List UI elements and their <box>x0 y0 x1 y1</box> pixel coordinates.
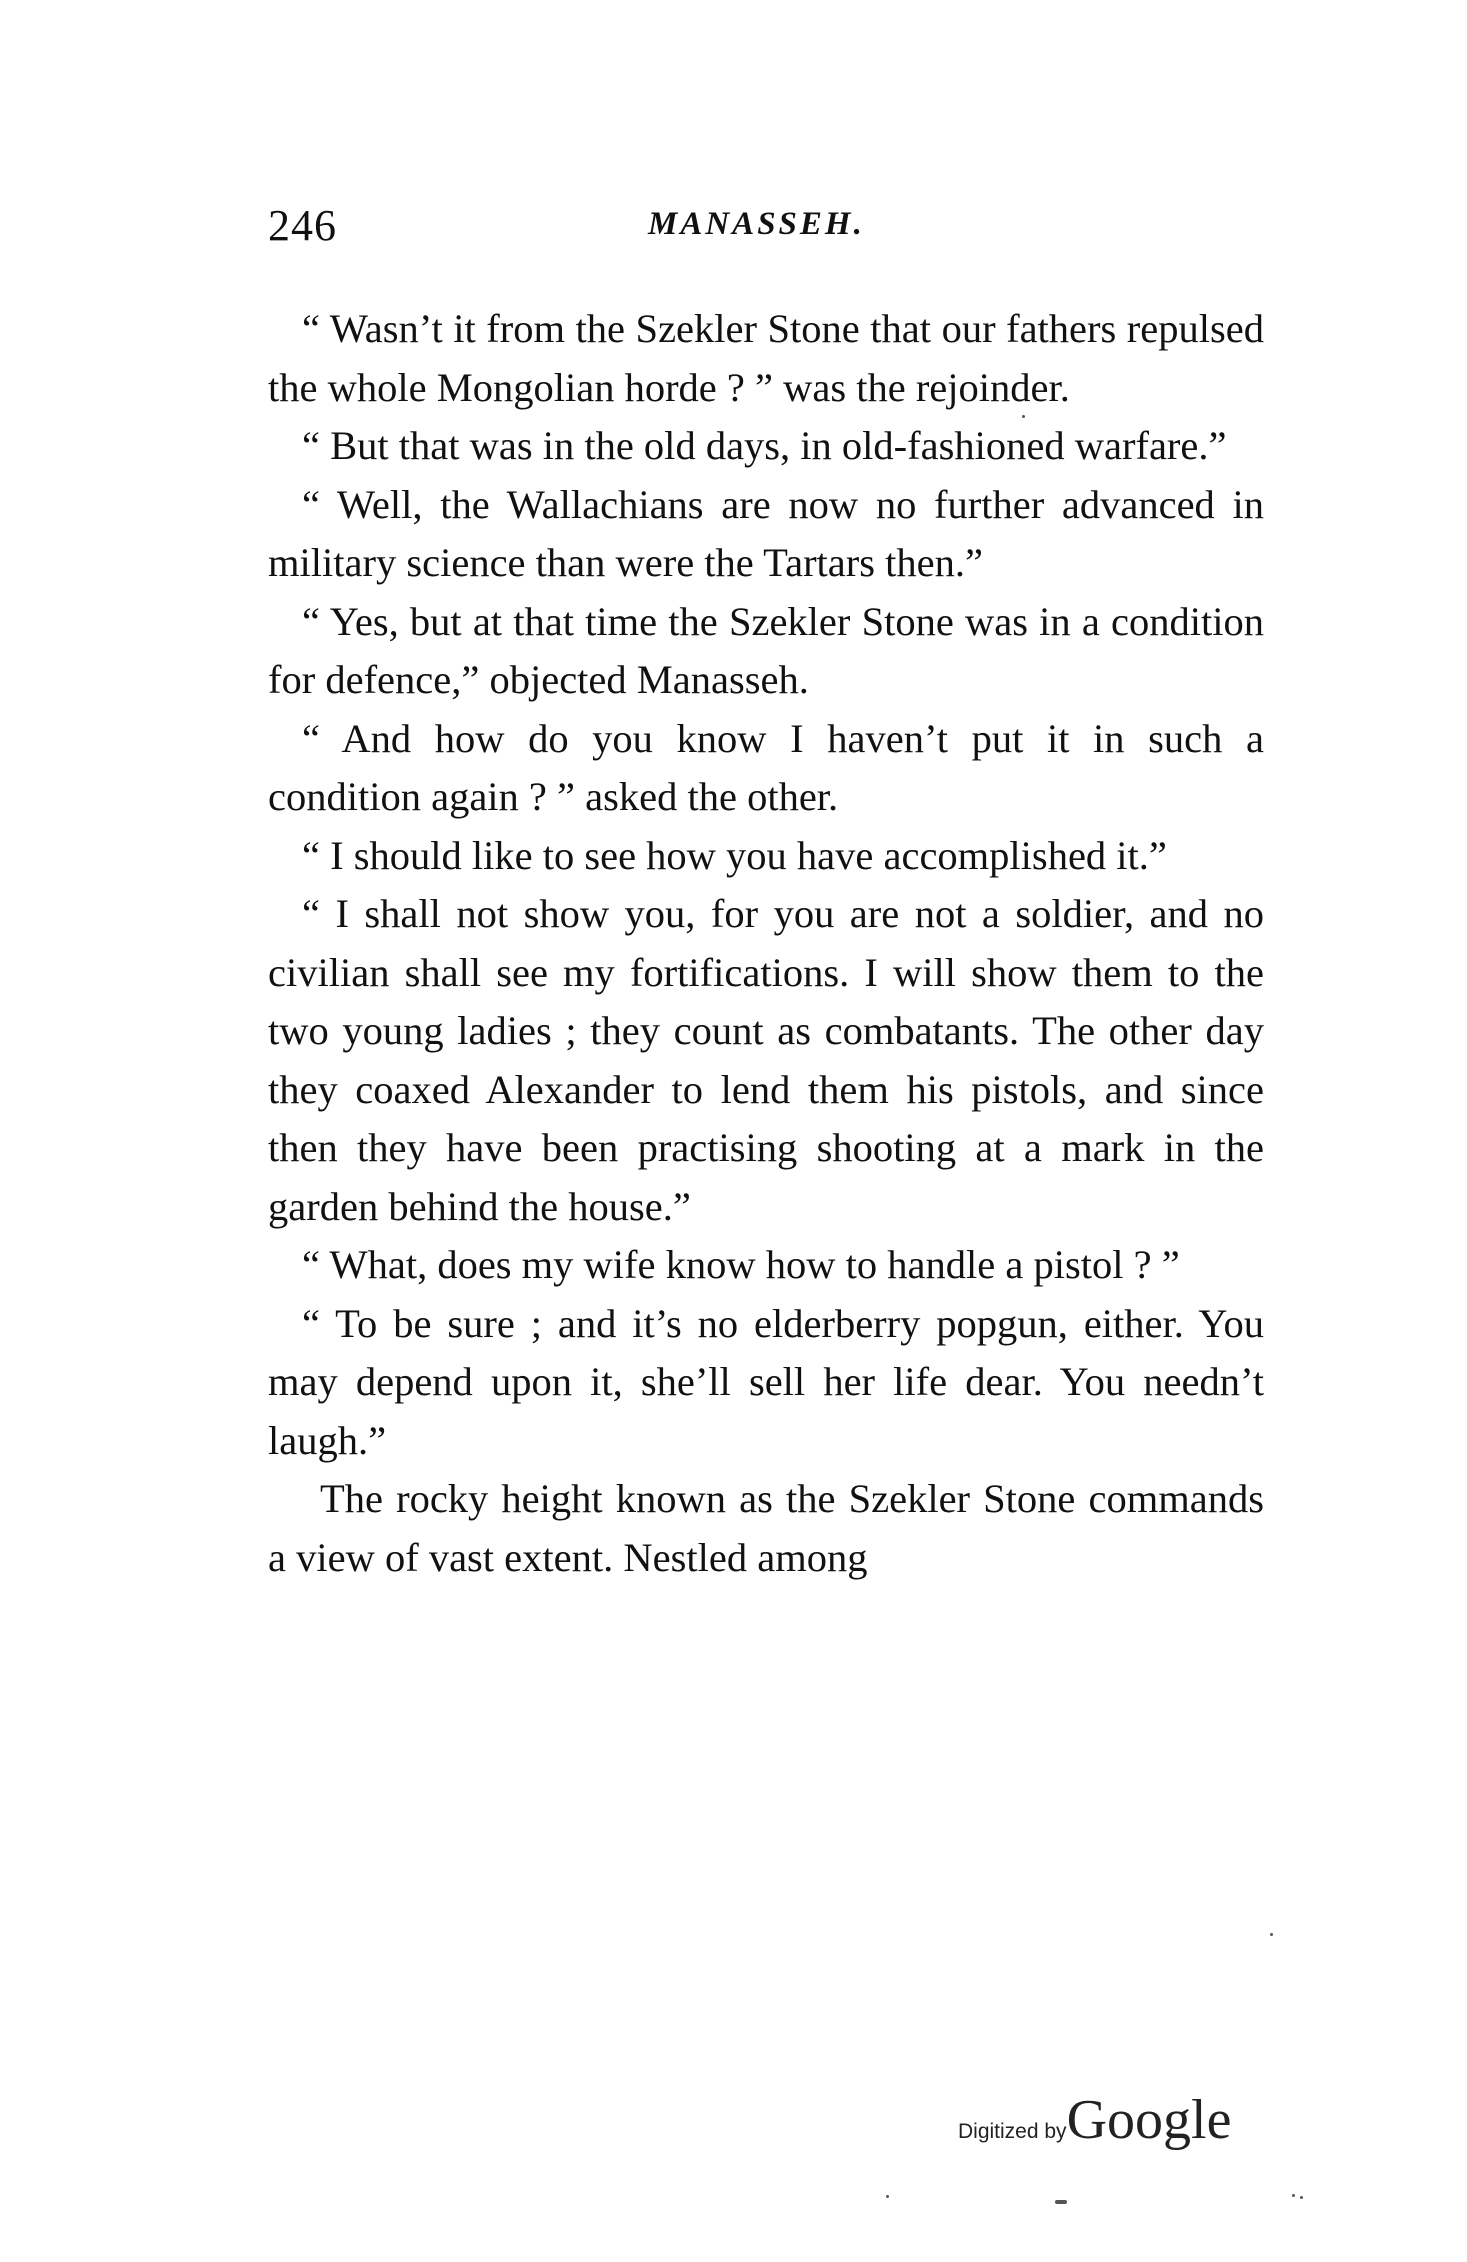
paragraph: “ But that was in the old days, in old-fashioned warfare.” <box>302 423 1227 468</box>
paragraph: “ And how do you know I haven’t put it in such a condition again ? ” asked the other. <box>268 715 1264 819</box>
paragraph: “ Wasn’t it from the Szekler Stone that our fathers repulsed the whole Mongolian horde ? ” was the rejoinder. <box>268 306 1264 410</box>
scan-speck <box>1300 2196 1303 2199</box>
digitized-label: Digitized by <box>958 2120 1067 2143</box>
paragraph: “ To be sure ; and it’s no elderberry popgun, either. You may depend upon it, she’ll sell her life dear. You needn’t laugh.” <box>268 1300 1264 1463</box>
scan-speck <box>1270 1933 1273 1936</box>
body-text <box>268 300 1264 1587</box>
page-number: 246 <box>268 201 337 250</box>
google-logo: Google <box>1066 2089 1232 2151</box>
scan-speck <box>1022 415 1025 418</box>
paragraph: “ What, does my wife know how to handle a pistol ? ” <box>302 1242 1180 1287</box>
scan-speck <box>1055 2200 1067 2204</box>
running-head <box>268 200 1264 260</box>
paragraph: “ Yes, but at that time the Szekler Stone was in a condition for defence,” objected Manasseh. <box>268 598 1264 702</box>
paragraph: “ I shall not show you, for you are not a soldier, and no civilian shall see my fortifications. I will show them to the two young ladies ; they count as combatants. The other day they coaxed Alexander to lend them his pistols, and since then they have been practising shooting at a mark in the garden behind the house.” <box>268 891 1264 1229</box>
paragraph: “ I should like to see how you have accomplished it.” <box>302 832 1167 878</box>
paragraph: “ Well, the Wallachians are now no further advanced in military science than were the Tartars then.” <box>268 481 1264 585</box>
running-title: MANASSEH. <box>648 206 865 242</box>
scan-speck <box>886 2195 889 2198</box>
paragraph: The rocky height known as the Szekler Stone commands a view of vast extent. Nestled among <box>268 1476 1264 1580</box>
scan-speck <box>1292 2194 1295 2197</box>
digitized-by-google-watermark <box>958 2088 1231 2158</box>
